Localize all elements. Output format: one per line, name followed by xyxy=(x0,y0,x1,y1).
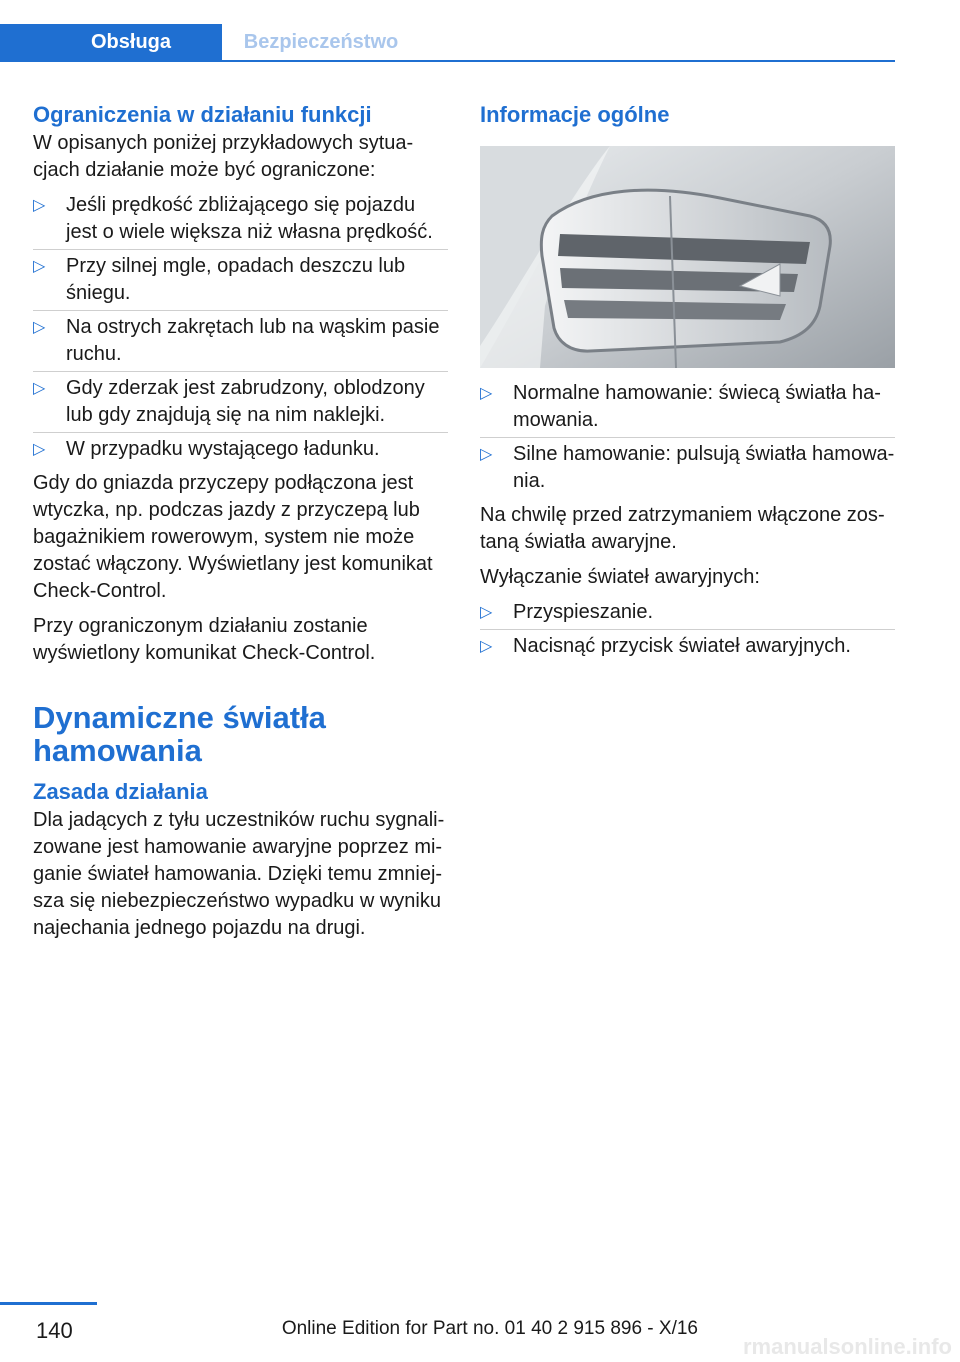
principle-heading: Zasada działania xyxy=(33,779,208,804)
braking-list xyxy=(480,380,895,498)
list-item: ▷ Normalne hamowanie: świecą światła hamowania. xyxy=(480,380,895,438)
right-column xyxy=(480,100,895,667)
hazard-off-list xyxy=(480,599,895,663)
header-tabs xyxy=(0,0,895,62)
list-item: ▷ Gdy zderzak jest zabrudzony, oblodzony lub gdy znajdują się na nim naklejki. xyxy=(33,375,448,433)
list-item: ▷ Jeśli prędkość zbliżającego się pojazdu jest o wiele większa niż własna prędkość. xyxy=(33,192,448,250)
trailer-paragraph: Gdy do gniazda przyczepy podłączona jest wtyczka, np. podczas jazdy z przyczepą lub bagażnikiem rowerowym, system nie może zostać włączony. Wyświetlany jest komunikat Check-Control. xyxy=(33,472,433,602)
triangle-bullet-icon: ▷ xyxy=(480,638,493,655)
footer-divider xyxy=(0,1302,97,1305)
list-item: ▷ Przyspieszanie. xyxy=(480,599,895,630)
left-column xyxy=(33,100,448,950)
header-divider xyxy=(0,60,895,62)
triangle-bullet-icon: ▷ xyxy=(33,258,46,275)
triangle-bullet-icon: ▷ xyxy=(33,441,46,458)
triangle-bullet-icon: ▷ xyxy=(480,604,493,621)
list-item: ▷ W przypadku wystającego ładunku. xyxy=(33,436,448,466)
triangle-bullet-icon: ▷ xyxy=(33,319,46,336)
list-item: ▷ Nacisnąć przycisk świateł awaryjnych. xyxy=(480,633,895,663)
section-title: Dynamiczne światła hamowania xyxy=(33,700,326,768)
hazard-paragraph: Na chwilę przed zatrzymaniem włączone zostaną światła awaryjne. xyxy=(480,504,885,553)
limits-list xyxy=(33,192,448,466)
limits-intro: W opisanych poniżej przykładowych sytuacjach działanie może być ograniczone: xyxy=(33,132,414,181)
hazard-off-label: Wyłączanie świateł awaryjnych: xyxy=(480,566,760,588)
page-number: 140 xyxy=(36,1318,73,1343)
list-item: ▷ Na ostrych zakrętach lub na wąskim pasie ruchu. xyxy=(33,314,448,372)
list-item: ▷ Silne hamowanie: pulsują światła hamowania. xyxy=(480,443,895,492)
general-heading: Informacje ogólne xyxy=(480,102,670,127)
limited-paragraph: Przy ograniczonym działaniu zostanie wyświetlony komunikat Check-Control. xyxy=(33,615,376,664)
tab-bezpieczenstwo[interactable]: Bezpieczeństwo xyxy=(243,31,399,53)
triangle-bullet-icon: ▷ xyxy=(33,197,46,214)
triangle-bullet-icon: ▷ xyxy=(480,446,493,463)
tab-obsluga[interactable]: Obsługa xyxy=(0,24,222,61)
list-item: ▷ Przy silnej mgle, opadach deszczu lub śniegu. xyxy=(33,253,448,311)
watermark: rmanualsonline.info xyxy=(742,1334,952,1359)
tail-light-image xyxy=(480,146,895,368)
principle-paragraph: Dla jadących z tyłu uczestników ruchu sygnalizowane jest hamowanie awaryjne poprzez miganie świateł hamowania. Dzięki temu zmniejsza się niebezpieczeństwo wypadku w wyniku najechania jednego pojazdu na drugi. xyxy=(33,809,445,939)
limits-heading: Ograniczenia w działaniu funkcji xyxy=(33,102,372,127)
edition-text: Online Edition for Part no. 01 40 2 915 896 - X/16 xyxy=(281,1318,698,1339)
triangle-bullet-icon: ▷ xyxy=(33,380,46,397)
triangle-bullet-icon: ▷ xyxy=(480,385,493,402)
